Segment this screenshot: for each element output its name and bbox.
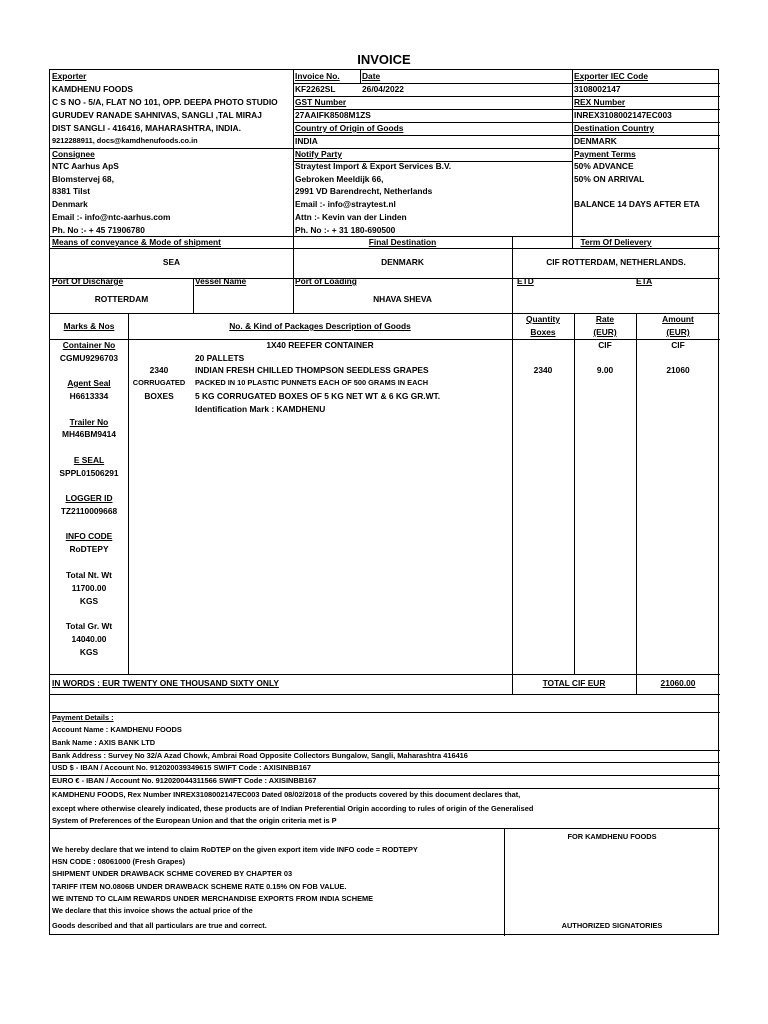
gross-weight-label: Total Gr. Wt	[65, 621, 113, 631]
footer-line: HSN CODE : 08061000 (Fresh Grapes)	[52, 857, 186, 866]
exporter-line: 9212288911, docs@kamdhenufoods.co.in	[52, 136, 198, 145]
agent-seal: H6613334	[69, 391, 109, 401]
declaration-line: KAMDHENU FOODS, Rex Number INREX3108002147EC003 Dated 08/02/2018 of the products covered by this document declares that,	[52, 790, 521, 799]
amount-in-words: IN WORDS : EUR TWENTY ONE THOUSAND SIXTY ONLY	[52, 678, 279, 688]
net-weight: 11700.00	[71, 583, 107, 593]
trailer-no: MH46BM9414	[62, 429, 116, 439]
notify-line: Straytest Import & Export Services B.V.	[295, 161, 452, 171]
payment-terms-line: 50% ON ARRIVAL	[574, 174, 645, 184]
net-weight-unit: KGS	[79, 596, 99, 606]
rate-header: Rate	[595, 314, 615, 324]
bank-name: Bank Name : AXIS BANK LTD	[52, 738, 156, 747]
etd-label: ETD	[517, 276, 534, 286]
description-mark: Identification Mark : KAMDHENU	[195, 404, 326, 414]
term-of-delivery-value: CIF ROTTERDAM, NETHERLANDS.	[546, 257, 686, 267]
e-seal-label: E SEAL	[73, 455, 105, 465]
account-name: Account Name : KAMDHENU FOODS	[52, 725, 182, 734]
consignee-line: NTC Aarhus ApS	[52, 161, 119, 171]
exporter-line: C S NO - 5/A, FLAT NO 101, OPP. DEEPA PHOTO STUDIO	[52, 97, 278, 107]
eta-label: ETA	[636, 276, 653, 286]
logger-id: TZ2110009668	[60, 506, 118, 516]
euro-account: EURO € - IBAN / Account No. 912020044311566 SWIFT Code : AXISINBB167	[52, 776, 317, 785]
package-count: 2340	[149, 365, 169, 375]
notify-line: Attn :- Kevin van der Linden	[295, 212, 407, 222]
package-kind: CORRUGATED	[132, 378, 186, 387]
vessel-name-label: Vessel Name	[195, 276, 247, 286]
destination-country-label: Destination Country	[574, 123, 655, 133]
payment-details-label: Payment Details :	[52, 713, 114, 722]
exporter-line: DIST SANGLI - 416416, MAHARASHTRA, INDIA.	[52, 123, 241, 133]
container-no: CGMU9296703	[59, 353, 119, 363]
footer-line: Goods described and that all particulars are true and correct.	[52, 921, 267, 930]
description-product: INDIAN FRESH CHILLED THOMPSON SEEDLESS GRAPES	[195, 365, 429, 375]
rate-header-unit: (EUR)	[593, 327, 617, 337]
gross-weight-unit: KGS	[79, 647, 99, 657]
payment-terms-line: BALANCE 14 DAYS AFTER ETA	[574, 199, 700, 209]
description-container: 1X40 REEFER CONTAINER	[266, 340, 374, 350]
gst-label: GST Number	[295, 97, 347, 107]
amount-header: Amount	[662, 314, 694, 324]
net-weight-label: Total Nt. Wt	[66, 570, 112, 580]
origin-country-label: Country of Origin of Goods	[295, 123, 404, 133]
rate-basis: CIF	[598, 340, 612, 350]
bank-address: Bank Address : Survey No 32/A Azad Chowk, Ambrai Road Opposite Collectors Bungalow, Sangli, Maharashtra 416416	[52, 751, 468, 760]
payment-terms-line: 50% ADVANCE	[574, 161, 634, 171]
e-seal: SPPL01506291	[59, 468, 119, 478]
invoice-title: INVOICE	[357, 52, 411, 67]
invoice-sheet	[49, 69, 719, 935]
quantity-value: 2340	[533, 365, 553, 375]
final-destination-value: DENMARK	[381, 257, 424, 267]
consignee-line: Ph. No :- + 45 71906780	[52, 225, 145, 235]
description-header: No. & Kind of Packages Description of Goods	[229, 321, 411, 331]
footer-line: We declare that this invoice shows the actual price of the	[52, 906, 253, 915]
amount-value: 21060	[666, 365, 690, 375]
consignee-line: Email :- info@ntc-aarhus.com	[52, 212, 171, 222]
description-pallets: 20 PALLETS	[195, 353, 245, 363]
description-packing: PACKED IN 10 PLASTIC PUNNETS EACH OF 500 GRAMS IN EACH	[195, 378, 429, 387]
invoice-no-label: Invoice No.	[295, 71, 340, 81]
package-kind: BOXES	[144, 391, 174, 401]
exporter-label: Exporter	[52, 71, 87, 81]
term-of-delivery-label: Term Of Delievery	[580, 237, 652, 247]
marks-header: Marks & Nos	[63, 321, 115, 331]
amount-basis: CIF	[671, 340, 685, 350]
authorized-signatories: AUTHORIZED SIGNATORIES	[561, 921, 663, 930]
consignee-line: Blomstervej 68,	[52, 174, 114, 184]
means-value: SEA	[162, 257, 181, 267]
iec-label: Exporter IEC Code	[574, 71, 648, 81]
port-of-loading-label: Port of Loading	[295, 276, 357, 286]
notify-line: 2991 VD Barendrecht, Netherlands	[295, 186, 433, 196]
declaration-line: except where otherwise clearely indicated, these products are of Indian Preferential Origin according to rules of origin of the Generalised	[52, 804, 534, 813]
trailer-no-label: Trailer No	[69, 417, 109, 427]
gross-weight: 14040.00	[71, 634, 107, 644]
quantity-header: Quantity	[526, 314, 560, 324]
payment-terms-label: Payment Terms	[574, 149, 636, 159]
port-of-loading-value: NHAVA SHEVA	[373, 294, 432, 304]
consignee-line: 8381 Tilst	[52, 186, 91, 196]
agent-seal-label: Agent Seal	[67, 378, 111, 388]
declaration-line: System of Preferences of the European Union and that the origin criteria met is P	[52, 816, 337, 825]
info-code: RoDTEPY	[69, 544, 109, 554]
invoice-no: KF2262SL	[295, 84, 336, 94]
footer-line: SHIPMENT UNDER DRAWBACK SCHME COVERED BY CHAPTER 03	[52, 869, 293, 878]
footer-line: WE INTEND TO CLAIM REWARDS UNDER MERCHANDISE EXPORTS FROM INDIA SCHEME	[52, 894, 374, 903]
for-company: FOR KAMDHENU FOODS	[567, 832, 657, 841]
notify-line: Ph. No :- + 31 180-690500	[295, 225, 396, 235]
usd-account: USD $ - IBAN / Account No. 912020039349615 SWIFT Code : AXISINBB167	[52, 763, 312, 772]
rate-value: 9.00	[596, 365, 614, 375]
notify-line: Email :- info@straytest.nl	[295, 199, 396, 209]
means-label: Means of conveyance & Mode of shipment	[52, 237, 221, 247]
total-label: TOTAL CIF EUR	[542, 678, 606, 688]
iec-value: 3108002147	[574, 84, 621, 94]
origin-country-value: INDIA	[295, 136, 318, 146]
invoice-date-label: Date	[362, 71, 381, 81]
amount-header-unit: (EUR)	[666, 327, 690, 337]
footer-line: We hereby declare that we intend to claim RoDTEP on the given export item vide INFO code = RODTEPY	[52, 845, 418, 854]
destination-country-value: DENMARK	[574, 136, 617, 146]
notify-line: Gebroken Meeldijk 66,	[295, 174, 384, 184]
exporter-line: GURUDEV RANADE SAHNIVAS, SANGLI ,TAL MIRAJ	[52, 110, 262, 120]
gst-value: 27AAIFK8508M1ZS	[295, 110, 371, 120]
description-boxes: 5 KG CORRUGATED BOXES OF 5 KG NET WT & 6 KG GR.WT.	[195, 391, 441, 401]
consignee-line: Denmark	[52, 199, 88, 209]
port-of-discharge-value: ROTTERDAM	[94, 294, 149, 304]
exporter-line: KAMDHENU FOODS	[52, 84, 133, 94]
consignee-label: Consignee	[52, 149, 95, 159]
final-destination-label: Final Destination	[368, 237, 437, 247]
invoice-date: 26/04/2022	[362, 84, 404, 94]
port-of-discharge-label: Port Of Discharge	[52, 276, 124, 286]
logger-id-label: LOGGER ID	[65, 493, 113, 503]
footer-line: TARIFF ITEM NO.0806B UNDER DRAWBACK SCHEME RATE 0.15% ON FOB VALUE.	[52, 882, 347, 891]
total-value: 21060.00	[660, 678, 696, 688]
container-no-label: Container No	[62, 340, 116, 350]
rex-value: INREX3108002147EC003	[574, 110, 672, 120]
rex-label: REX Number	[574, 97, 626, 107]
info-code-label: INFO CODE	[65, 531, 113, 541]
notify-label: Notify Party	[295, 149, 343, 159]
quantity-header-unit: Boxes	[530, 327, 556, 337]
